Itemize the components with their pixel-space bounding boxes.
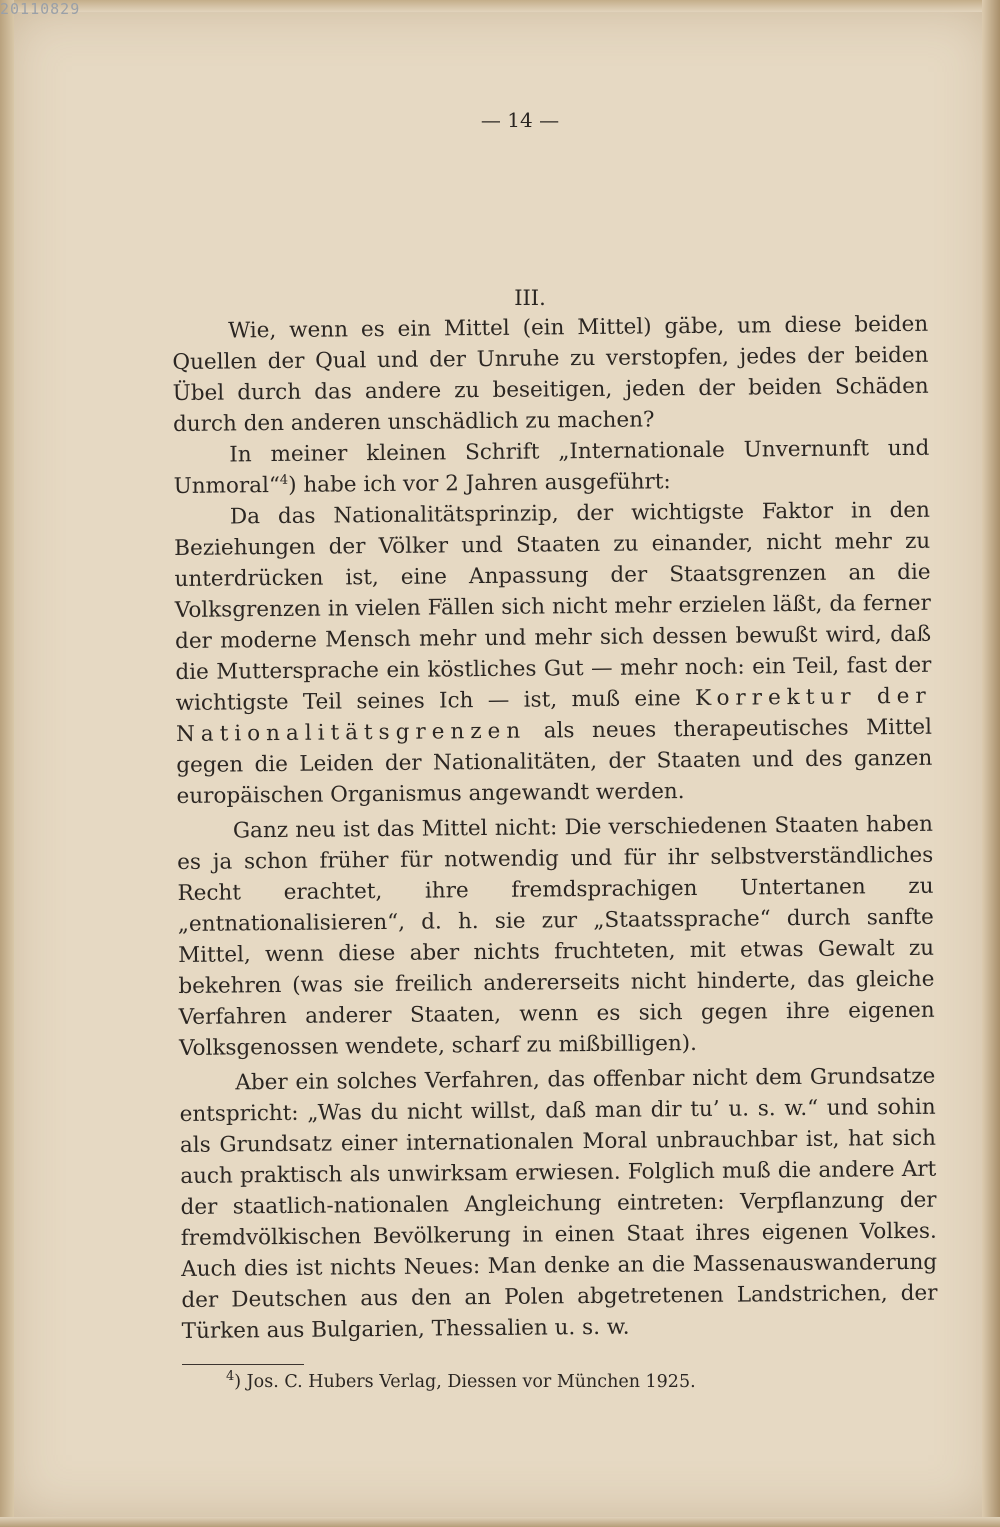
paragraph-2-text-b: ) habe ich vor 2 Jahren ausgeführt:: [288, 469, 671, 498]
page-left-edge: [0, 0, 14, 1527]
paragraph-1: Wie, wenn es ein Mittel (ein Mittel) gäbe, um diese beiden Quellen der Qual und der Unruhe zu verstopfen, jedes der beiden Übel durch das andere zu beseitigen, jeden der beiden Schäden durch den anderen unschädlich zu machen?: [172, 311, 929, 437]
chapter-heading: III.: [514, 286, 546, 310]
paragraph-5: Aber ein solches Verfahren, das offenbar nicht dem Grundsatze entspricht: „Was du nicht willst, daß man dir tu’ u. s. w.“ und sohin als Grundsatz einer internationalen Moral unbrauchbar ist, hat sich auch praktisch als unwirksam erwiesen. Folglich muß die andere Art der staatlich-nationalen Angleichung eintreten: Verpflanzung der fremdvölkischen Bevölkerung in einen Staat ihres eigenen Volkes. Auch dies ist nichts Neues: Man denke an die Massenauswanderung der Deutschen aus den an Polen abgetretenen Landstrichen, der Türken aus Bulgarien, Thessalien u. s. w.: [179, 1063, 938, 1344]
paragraph-2-text-a: In meiner kleinen Schrift „Internationale Unvernunft und Unmoral“: [173, 435, 930, 499]
paragraph-3-text-b: als neues therapeutisches Mittel gegen die Leiden der Nationalitäten, der Staaten und des ganzen europäischen Organismus angewandt werden.: [176, 714, 933, 809]
page-top-edge: [0, 0, 1000, 12]
page-right-edge: [982, 0, 1000, 1527]
paragraph-2: [173, 433, 930, 502]
footnote-text: ) Jos. C. Hubers Verlag, Diessen vor München 1925.: [234, 1372, 696, 1392]
footnote-marker: 4: [226, 1369, 235, 1385]
body-text: [172, 309, 938, 1347]
footnote-divider: [182, 1364, 304, 1365]
paragraph-4: Ganz neu ist das Mittel nicht: Die verschiedenen Staaten haben es ja schon früher für notwendig und für ihr selbstverständliches Recht erachtet, ihre fremdsprachigen Untertanen zu „entnationalisieren“, d. h. sie zur „Staatssprache“ durch sanfte Mittel, wenn diese aber nichts fruchteten, mit etwas Gewalt zu bekehren (was sie freilich andererseits nicht hinderte, das gleiche Verfahren anderer Staaten, wenn es sich gegen ihre eigenen Volksgenossen wendete, scharf zu mißbilligen).: [177, 811, 935, 1061]
page-bottom-edge: [0, 1517, 1000, 1527]
scan-stamp: 20110829: [0, 0, 81, 18]
paragraph-3: [174, 495, 933, 812]
paragraph-3-text-a: Da das Nationalitätsprinzip, der wichtigste Faktor in den Beziehungen der Völker und Staaten zu einander, nicht mehr zu unterdrücken ist, eine Anpassung der Staatsgrenzen an die Volksgrenzen in vielen Fällen sich nicht mehr erzielen läßt, da ferner der moderne Mensch mehr und mehr sich dessen bewußt wird, daß die Muttersprache ein köstliches Gut — mehr noch: ein Teil, fast der wichtigste Teil seines Ich — ist, muß eine: [174, 497, 932, 716]
paragraph-3-emphasis: Korrektur der Nationalitätsgrenzen: [175, 683, 932, 747]
page-number: — 14 —: [480, 108, 560, 132]
footnote-reference: 4: [279, 472, 289, 488]
footnote: [226, 1369, 696, 1392]
